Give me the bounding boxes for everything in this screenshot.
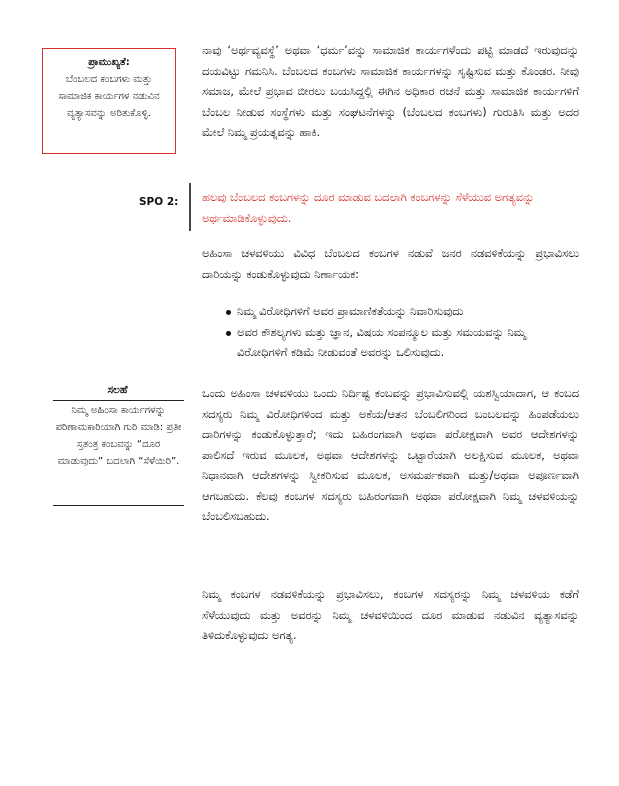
priority-body: ಬೆಂಬಲದ ಕಂಬಗಳು ಮತ್ತು ಸಾಮಾಜಿಕ ಕಾರ್ಯಗಳ ನಡುವಿನ ವ್ಯತ್ಯಾಸವನ್ನು ಅರಿತುಕೊಳ್ಳಿ. — [58, 74, 160, 119]
tip-divider-bottom — [53, 505, 184, 506]
tip-divider-top — [53, 400, 184, 401]
closing-paragraph-text: ನಿಮ್ಮ ಕಂಬಗಳ ನಡವಳಿಕೆಯನ್ನು ಪ್ರಭಾವಿಸಲು, ಕಂಬಗಳ ಸದಸ್ಯರನ್ನು ನಿಮ್ಮ ಚಳವಳಿಯ ಕಡೆಗೆ ಸೆಳೆಯುವುದು ಮತ್ತು ಅವರನ್ನು ನಿಮ್ಮ ಚಳವಳಿಯಿಂದ ದೂರ ಮಾಡುವ ನಡುವಿನ ವ್ಯತ್ಯಾಸವನ್ನು ತಿಳಿದುಕೊಳ್ಳುವುದು ಅಗತ್ಯ. — [202, 588, 579, 642]
spo-objective-text: ಹಲವು ಬೆಂಬಲದ ಕಂಬಗಳನ್ನು ದೂರ ಮಾಡುವ ಬದಲಾಗಿ ಕಂಬಗಳನ್ನು ಸೆಳೆಯುವ ಅಗತ್ಯವನ್ನು ಅರ್ಥಮಾಡಿಕೊಳ್ಳುವುದು. — [202, 191, 535, 225]
bullet-list — [202, 302, 579, 364]
intro-paragraph — [202, 41, 579, 144]
movement-paragraph — [202, 384, 579, 528]
spo-divider — [189, 183, 191, 231]
list-item: ನಿಮ್ಮ ವಿರೋಧಿಗಳಿಗೆ ಅವರ ಪ್ರಾಮಾಣಿಕತೆಯನ್ನು ನಿವಾರಿಸುವುದು — [202, 302, 579, 323]
intro-paragraph-text: ನಾವು ‘ಅರ್ಥವ್ಯವಸ್ಥೆ’ ಅಥವಾ ‘ಧರ್ಮ’ವನ್ನು ಸಾಮಾಜಿಕ ಕಾರ್ಯಗಳೆಂದು ಪಟ್ಟಿ ಮಾಡದೆ ಇರುವುದನ್ನು ದಯವಿಟ್ಟು ಗಮನಿಸಿ. ಬೆಂಬಲದ ಕಂಬಗಳು ಸಾಮಾಜಿಕ ಕಾರ್ಯಗಳನ್ನು ಸೃಷ್ಟಿಸುವ ಮತ್ತು ಕೊಂಡರ. ನೀವು ಸಮಾಜ, ಮೇಲೆ ಪ್ರಭಾವ ಬೀರಲು ಬಯಸಿದ್ದಲ್ಲಿ ಈಗಿನ ಅಧಿಕಾರ ರಚನೆ ಮತ್ತು ಸಾಮಾಜಿಕ ಕಾರ್ಯಗಳಿಗೆ ಬೆಂಬಲ ನೀಡುವ ಸಂಸ್ಥೆಗಳು ಮತ್ತು ಸಂಘಟನೆಗಳನ್ನು (ಬೆಂಬಲದ ಕಂಬಗಳು) ಗುರುತಿಸಿ ಮತ್ತು ಅದರ ಮೇಲೆ ನಿಮ್ಮ ಪ್ರಯತ್ನವನ್ನು ಹಾಕಿ. — [202, 44, 579, 139]
list-item: ಅವರ ಕೌಶಲ್ಯಗಳು ಮತ್ತು ಜ್ಞಾನ, ವಿಷಯ ಸಂಪನ್ಮೂಲ ಮತ್ತು ಸಮಯವನ್ನು ನಿಮ್ಮ ವಿರೋಧಿಗಳಿಗೆ ಕಡಿಮೆ ನೀಡುವಂತೆ ಅವರನ್ನು ಒಲಿಸುವುದು. — [202, 323, 579, 364]
closing-paragraph — [202, 585, 579, 647]
priority-title: ಪ್ರಾಮುಖ್ಯತೆ: — [88, 57, 130, 68]
influence-paragraph-text: ಅಹಿಂಸಾ ಚಳವಳಿಯು ವಿವಿಧ ಬೆಂಬಲದ ಕಂಬಗಳ ನಡುವೆ ಜನರ ನಡವಳಿಕೆಯನ್ನು ಪ್ರಭಾವಿಸಲು ದಾರಿಯನ್ನು ಕಂಡುಕೊಳ್ಳುವುದು ನಿರ್ಣಾಯಕ: — [202, 247, 579, 281]
tip-title: ಸಲಹೆ — [107, 384, 128, 396]
spo-label: SPO 2: — [139, 196, 179, 208]
tip-body: ನಿಮ್ಮ ಅಹಿಂಸಾ ಕಾರ್ಯಗಳನ್ನು ಪರಿಣಾಮಕಾರಿಯಾಗಿ ಗುರಿ ಮಾಡಿ: ಪ್ರತೀ ಸ್ತತಂತ್ರ ಕಂಬವನ್ನು “ದೂರ ಮಾಡುವುದು” ಬದಲಾಗಿ “ಸೆಳೆಯಿರಿ”. — [55, 405, 182, 467]
movement-paragraph-text: ಒಂದು ಅಹಿಂಸಾ ಚಳವಳಿಯು ಒಂದು ನಿರ್ದಿಷ್ಟ ಕಂಬವನ್ನು ಪ್ರಭಾವಿಸುವಲ್ಲಿ ಯಶಸ್ವಿಯಾದಾಗ, ಆ ಕಂಬದ ಸದಸ್ಯರು ನಿಮ್ಮ ವಿರೋಧಿಗಳಿಂದ ಮತ್ತು ಅಕೆಯ/ಆತನ ಬೆಂಬಲಿಗರಿಂದ ಬಂಬಲವನ್ನು ಹಿಂಪಡೆಯಲು ದಾರಿಗಳನ್ನು ಕಂಡುಕೊಳ್ಳುತ್ತಾರೆ; ಇದು ಬಹಿರಂಗವಾಗಿ ಅಥವಾ ಪರೋಕ್ಷವಾಗಿ ಅವರ ಆದೇಶಗಳನ್ನು ಪಾಲಿಸದೆ ಇರುವ ಮೂಲಕ, ಅಥವಾ ಆದೇಶಗಳನ್ನು ಒಟ್ಟಾರೆಯಾಗಿ ಅಲಕ್ಷಿಸುವ ಮೂಲಕ, ಅಥವಾ ನಿಧಾನವಾಗಿ ಆದೇಶಗಳನ್ನು ಸ್ವೀಕರಿಸುವ ಮೂಲಕ, ಅಸಮರ್ಪಕವಾಗಿ ಮತ್ತು/ಅಥವಾ ಅಪೂರ್ಣವಾಗಿ ಆಗಬಹುದು. ಕೆಲವು ಕಂಬಗಳ ಸದಸ್ಯರು ಬಹಿರಂಗವಾಗಿ ಅಥವಾ ಪರೋಕ್ಷವಾಗಿ ನಿಮ್ಮ ಚಳವಳಿಯನ್ನು ಬೆಂಬಲಿಸಬಹುದು. — [202, 387, 579, 523]
priority-callout-box — [42, 48, 176, 154]
influence-paragraph — [202, 244, 579, 285]
